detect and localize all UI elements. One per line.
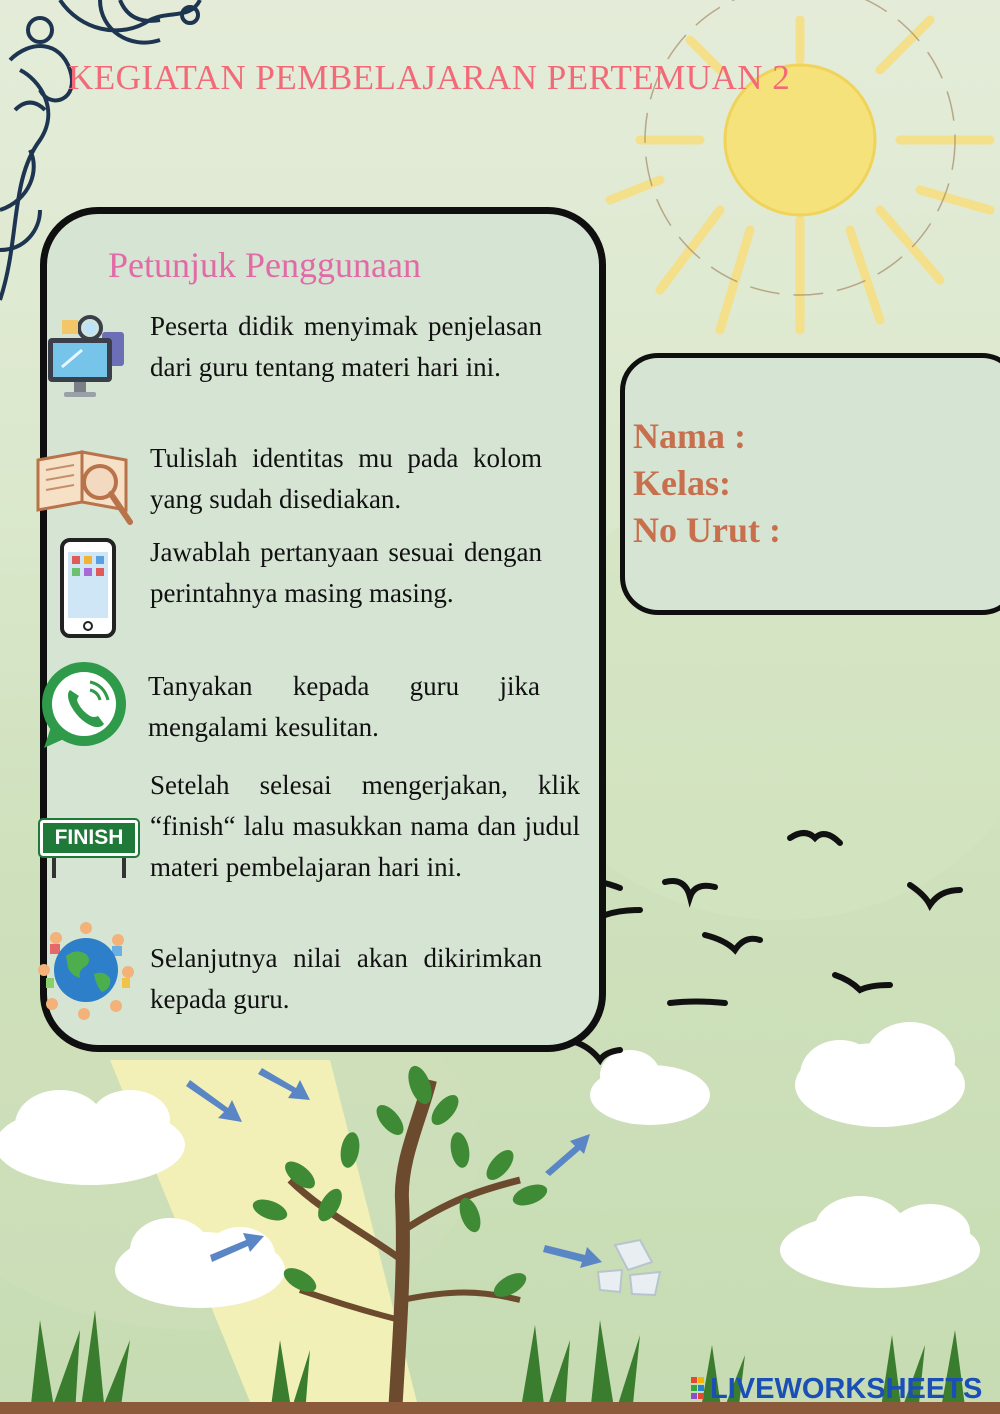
smartphone-icon [58, 538, 118, 638]
step-1-text: Peserta didik menyimak penjelasan dari guru tentang materi hari ini. [150, 311, 542, 382]
class-label: Kelas: [633, 463, 731, 503]
step-3-text: Jawablah pertanyaan sesuai dengan perintahnya masing masing. [150, 537, 542, 608]
book-magnifier-icon [34, 440, 134, 530]
name-label: Nama : [633, 416, 746, 456]
liveworksheets-logo-icon [691, 1377, 705, 1399]
sun-icon [610, 0, 990, 330]
step-6-text: Selanjutnya nilai akan dikirimkan kepada guru. [150, 943, 542, 1014]
page-title: KEGIATAN PEMBELAJARAN PERTEMUAN 2 [68, 58, 791, 97]
step-4-text: Tanyakan kepada guru jika mengalami kesulitan. [148, 671, 540, 742]
finish-sign-icon [40, 820, 138, 878]
step-5-text: Setelah selesai mengerjakan, klik “finish“ lalu masukkan nama dan judul materi pembelajaran hari ini. [150, 770, 580, 882]
number-label: No Urut : [633, 510, 781, 550]
finish-sign-label: FINISH [40, 820, 138, 856]
computer-icon [42, 312, 134, 404]
step-2-text: Tulislah identitas mu pada kolom yang sudah disediakan. [150, 443, 542, 514]
brand-wordmark[interactable]: LIVEWORKSHEETS [710, 1373, 983, 1405]
crystal-icon [598, 1240, 660, 1295]
instructions-title: Petunjuk Penggunaan [108, 245, 421, 285]
globe-children-icon [36, 920, 136, 1020]
phone-call-icon [36, 660, 132, 752]
